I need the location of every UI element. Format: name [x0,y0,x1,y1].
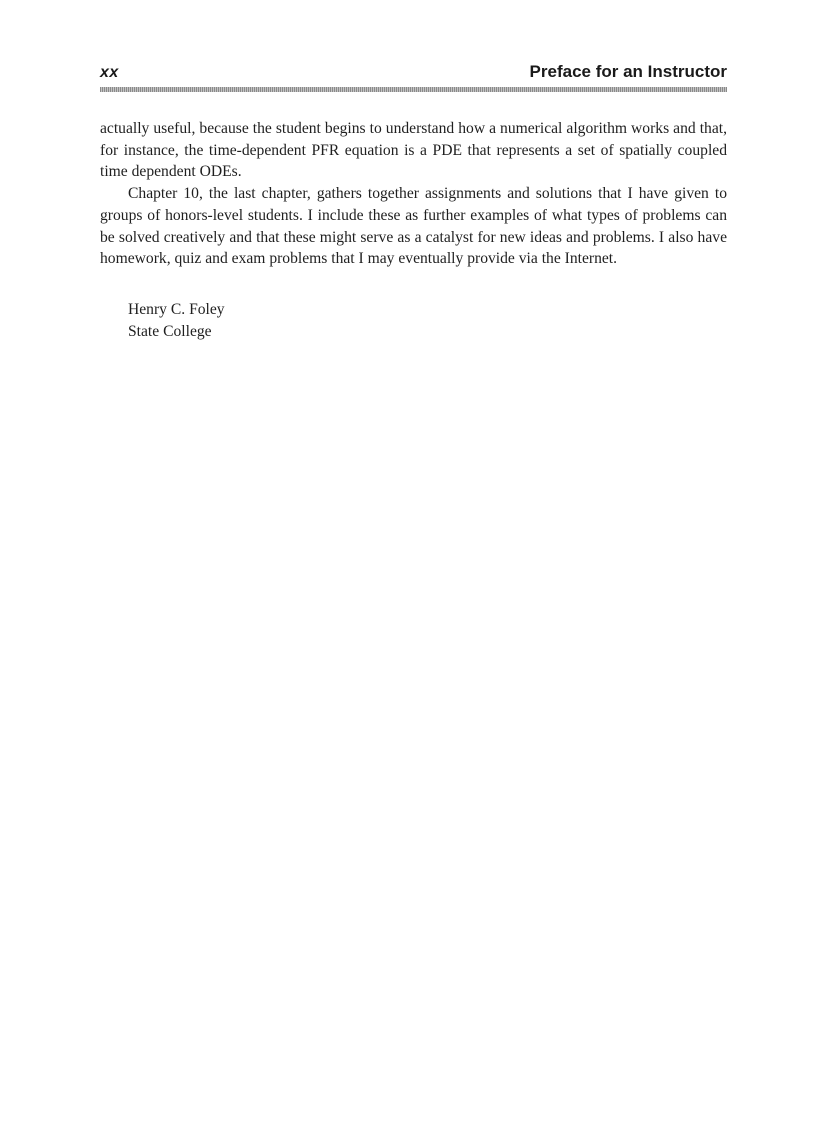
running-header [100,62,727,86]
page-number: xx [100,64,119,81]
running-title: Preface for an Instructor [529,62,727,81]
paragraph-continued: actually useful, because the student begins to understand how a numerical algorithm works and that, for instance, the time-dependent PFR equation is a PDE that represents a set of spatially coupled time dependent ODEs. [100,120,727,181]
header-rule [100,87,727,92]
signature-block [128,299,225,343]
author-name: Henry C. Foley [128,301,225,318]
author-location: State College [128,323,212,340]
body-text [100,118,727,270]
paragraph-chapter-10: Chapter 10, the last chapter, gathers together assignments and solutions that I have given to groups of honors-level students. I include these as further examples of what types of problems can be solved creatively and that these might serve as a catalyst for new ideas and problems. I also have homework, quiz and exam problems that I may eventually provide via the Internet. [100,185,727,268]
